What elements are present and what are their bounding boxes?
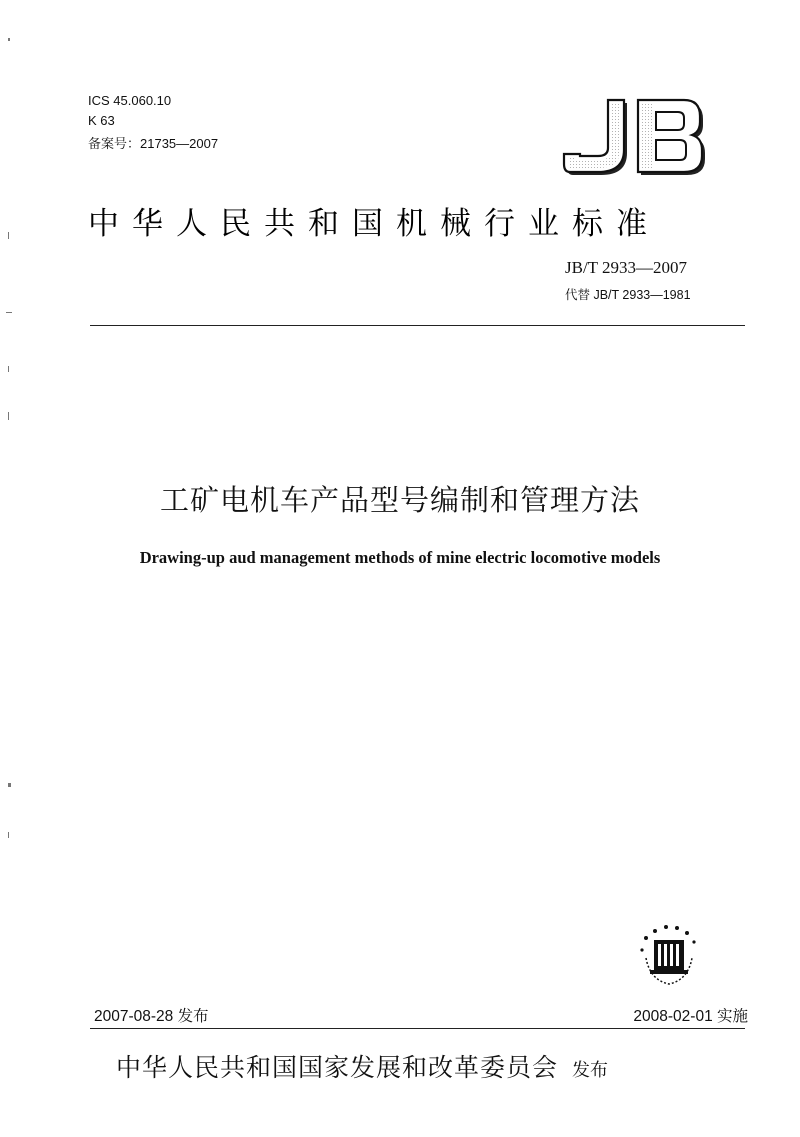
scan-speck — [8, 412, 9, 420]
publisher-name: 中华人民共和国国家发展和改革委员会 — [116, 1053, 559, 1082]
replaced-standard: 代替 JB/T 2933—1981 — [565, 288, 691, 302]
jb-logo — [560, 94, 708, 176]
standard-number: JB/T 2933—2007 — [565, 258, 688, 277]
scan-speck — [8, 38, 10, 41]
publisher-suffix: 发布 — [572, 1060, 609, 1081]
publisher-seal — [636, 924, 702, 990]
footer-divider — [90, 1028, 745, 1029]
scan-speck — [8, 832, 9, 838]
document-title: 工矿电机车产品型号编制和管理方法 — [159, 483, 640, 517]
scan-speck — [8, 232, 9, 239]
implementation-date: 2008-02-01 实施 — [633, 1008, 748, 1025]
scan-speck — [8, 783, 11, 787]
ics-code: ICS 45.060.10 — [88, 93, 172, 108]
header-divider — [90, 325, 745, 326]
organization-title: 中华人民共和国机械行业标准 — [88, 206, 660, 242]
classification-code: K 63 — [88, 113, 115, 128]
record-number: 备案号：21735—2007 — [88, 136, 219, 151]
scan-speck — [6, 312, 12, 313]
scan-speck — [8, 366, 9, 372]
issue-date: 2007-08-28 发布 — [94, 1008, 209, 1025]
publisher — [116, 1048, 608, 1084]
document-english-title: Drawing-up aud management methods of mine electric locomotive models — [139, 548, 661, 567]
